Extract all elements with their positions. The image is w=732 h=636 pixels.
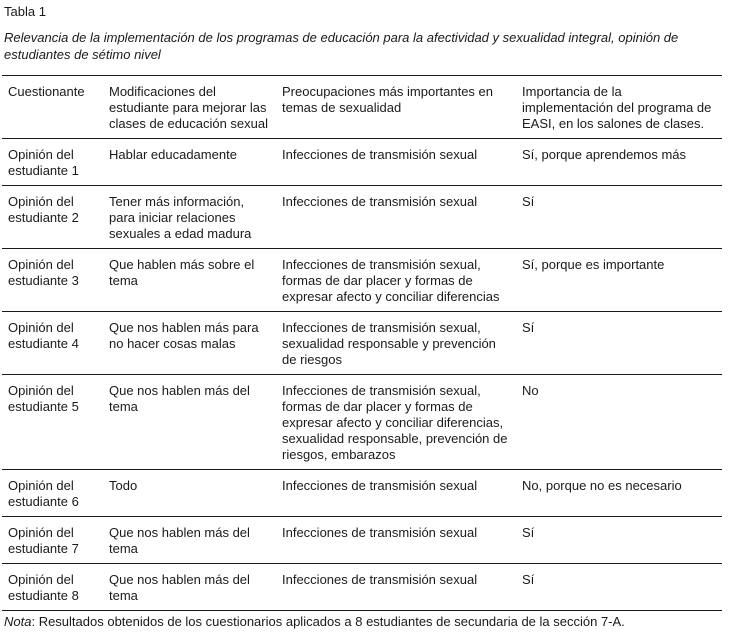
header-preocupaciones: Preocupaciones más importantes en temas de sexualidad (276, 76, 516, 139)
cell-modificaciones: Que nos hablen más para no hacer cosas malas (103, 312, 276, 375)
cell-importancia: No, porque no es necesario (516, 470, 722, 517)
cell-importancia: No (516, 375, 722, 470)
table-body (2, 139, 722, 611)
table-row (2, 186, 722, 249)
cell-preocupaciones: Infecciones de transmisión sexual, sexualidad responsable y prevención de riesgos (276, 312, 516, 375)
header-modificaciones: Modificaciones del estudiante para mejorar las clases de educación sexual (103, 76, 276, 139)
cell-cuestionante: Opinión del estudiante 1 (2, 139, 103, 186)
cell-preocupaciones: Infecciones de transmisión sexual (276, 186, 516, 249)
cell-modificaciones: Que hablen más sobre el tema (103, 249, 276, 312)
cell-cuestionante: Opinión del estudiante 8 (2, 564, 103, 611)
cell-importancia: Sí, porque aprendemos más (516, 139, 722, 186)
cell-preocupaciones: Infecciones de transmisión sexual (276, 564, 516, 611)
cell-modificaciones: Hablar educadamente (103, 139, 276, 186)
cell-modificaciones: Que nos hablen más del tema (103, 375, 276, 470)
table-row (2, 470, 722, 517)
cell-cuestionante: Opinión del estudiante 6 (2, 470, 103, 517)
cell-modificaciones: Todo (103, 470, 276, 517)
cell-modificaciones: Que nos hablen más del tema (103, 517, 276, 564)
cell-cuestionante: Opinión del estudiante 3 (2, 249, 103, 312)
table-header (2, 76, 722, 139)
cell-cuestionante: Opinión del estudiante 7 (2, 517, 103, 564)
table-row (2, 249, 722, 312)
cell-importancia: Sí (516, 564, 722, 611)
cell-preocupaciones: Infecciones de transmisión sexual (276, 470, 516, 517)
cell-importancia: Sí (516, 517, 722, 564)
header-row (2, 76, 722, 139)
cell-importancia: Sí (516, 186, 722, 249)
cell-modificaciones: Tener más información, para iniciar relaciones sexuales a edad madura (103, 186, 276, 249)
table-row (2, 375, 722, 470)
cell-cuestionante: Opinión del estudiante 2 (2, 186, 103, 249)
data-table (2, 75, 722, 611)
table-note (4, 613, 625, 630)
cell-preocupaciones: Infecciones de transmisión sexual, formas de dar placer y formas de expresar afecto y conciliar diferencias, sexualidad responsable, prevención de riesgos, embarazos (276, 375, 516, 470)
table-row (2, 517, 722, 564)
cell-preocupaciones: Infecciones de transmisión sexual, formas de dar placer y formas de expresar afecto y conciliar diferencias (276, 249, 516, 312)
note-text: : Resultados obtenidos de los cuestionarios aplicados a 8 estudiantes de secundaria de la sección 7-A. (31, 614, 625, 629)
table-row (2, 139, 722, 186)
table-caption: Relevancia de la implementación de los programas de educación para la afectividad y sexualidad integral, opinión de estudiantes de sétimo nivel (4, 30, 679, 62)
cell-modificaciones: Que nos hablen más del tema (103, 564, 276, 611)
table-label: Tabla 1 (4, 4, 46, 19)
cell-importancia: Sí, porque es importante (516, 249, 722, 312)
table-row (2, 564, 722, 611)
table-row (2, 312, 722, 375)
header-importancia: Importancia de la implementación del programa de EASI, en los salones de clases. (516, 76, 722, 139)
note-label: Nota (4, 614, 32, 629)
cell-cuestionante: Opinión del estudiante 4 (2, 312, 103, 375)
cell-cuestionante: Opinión del estudiante 5 (2, 375, 103, 470)
cell-importancia: Sí (516, 312, 722, 375)
cell-preocupaciones: Infecciones de transmisión sexual (276, 139, 516, 186)
cell-preocupaciones: Infecciones de transmisión sexual (276, 517, 516, 564)
header-cuestionante: Cuestionante (2, 76, 103, 139)
